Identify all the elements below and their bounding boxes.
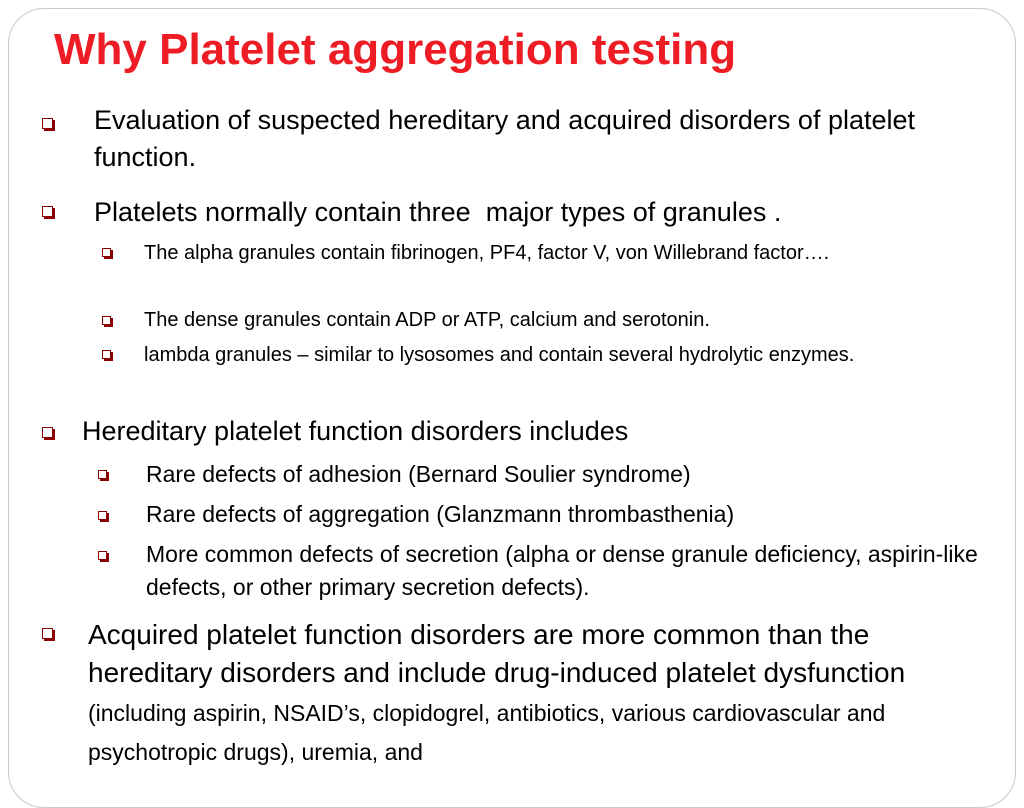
sub-bullet-text: More common defects of secretion (alpha or dense granule deficiency, aspirin-like defects, or other primary secretion defects). bbox=[146, 541, 978, 600]
square-bullet-icon bbox=[42, 118, 53, 129]
bullet-text: Evaluation of suspected hereditary and acquired disorders of platelet function. bbox=[94, 105, 916, 172]
bullet-text bbox=[88, 616, 998, 771]
bullet-main-text: Acquired platelet function disorders are more common than the hereditary disorders and include drug-induced platelet dysfunction bbox=[88, 619, 906, 688]
square-bullet-icon bbox=[42, 206, 53, 217]
bullet-text: Hereditary platelet function disorders includes bbox=[82, 416, 629, 446]
square-bullet-icon bbox=[42, 628, 53, 639]
square-bullet-icon bbox=[98, 470, 107, 479]
square-bullet-icon bbox=[102, 248, 111, 257]
slide-title: Why Platelet aggregation testing bbox=[54, 25, 737, 74]
square-bullet-icon bbox=[42, 427, 53, 438]
sub-bullet-text: Rare defects of adhesion (Bernard Soulier syndrome) bbox=[146, 461, 691, 487]
sub-bullet-text: The alpha granules contain fibrinogen, PF4, factor V, von Willebrand factor…. bbox=[144, 242, 830, 264]
square-bullet-icon bbox=[98, 511, 107, 520]
square-bullet-icon bbox=[102, 316, 111, 325]
sub-bullet-text: The dense granules contain ADP or ATP, calcium and serotonin. bbox=[144, 309, 710, 331]
square-bullet-icon bbox=[102, 350, 111, 359]
sub-bullet-text: Rare defects of aggregation (Glanzmann thrombasthenia) bbox=[146, 501, 735, 527]
bullet-text: Platelets normally contain three major types of granules . bbox=[94, 197, 782, 227]
square-bullet-icon bbox=[98, 551, 107, 560]
sub-bullet-text: lambda granules – similar to lysosomes and contain several hydrolytic enzymes. bbox=[144, 344, 855, 366]
bullet-detail-text: (including aspirin, NSAID’s, clopidogrel, antibiotics, various cardiovascular and psychotropic drugs), uremia, and bbox=[88, 700, 886, 765]
